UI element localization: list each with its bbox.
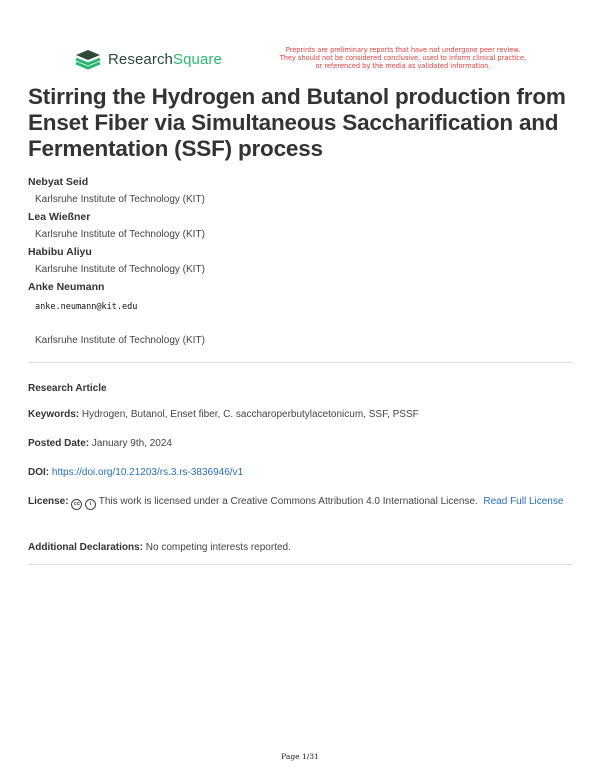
divider xyxy=(28,362,573,363)
keywords-label: Keywords: xyxy=(28,409,80,420)
doi xyxy=(28,465,573,481)
research-square-logo[interactable] xyxy=(74,48,222,70)
research-square-logo-icon xyxy=(74,48,102,70)
article-type xyxy=(28,381,573,397)
license xyxy=(28,494,573,510)
author-list xyxy=(28,176,568,347)
author-name: Nebyat Seid xyxy=(28,176,89,188)
author-affiliation: Karlsruhe Institute of Technology (KIT) xyxy=(35,264,205,275)
keywords xyxy=(28,407,573,423)
author-name: Lea Wießner xyxy=(28,211,91,223)
license-label: License: xyxy=(28,496,69,507)
header xyxy=(0,44,600,80)
posted-date xyxy=(28,436,573,452)
keywords-value: Hydrogen, Butanol, Enset fiber, C. saccharoperbutylacetonicum, SSF, PSSF xyxy=(81,409,419,420)
license-text: This work is licensed under a Creative Commons Attribution 4.0 International License. xyxy=(98,496,478,507)
doi-label: DOI: xyxy=(28,467,50,478)
brand-name-accent: Square xyxy=(173,50,222,68)
additional-declarations xyxy=(28,540,573,556)
posted-date-value: January 9th, 2024 xyxy=(91,438,172,449)
page-number: Page 1/31 xyxy=(281,752,319,761)
doi-link[interactable]: https://doi.org/10.21203/rs.3.rs-3836946/v1 xyxy=(51,467,244,478)
paper-title: Stirring the Hydrogen and Butanol production from Enset Fiber via Simultaneous Saccharification and Fermentation (SSF) process xyxy=(28,84,566,161)
read-license-link[interactable]: Read Full License xyxy=(483,496,564,507)
preprint-notice xyxy=(268,46,538,70)
author-affiliation: Karlsruhe Institute of Technology (KIT) xyxy=(35,335,205,346)
author-affiliation: Karlsruhe Institute of Technology (KIT) xyxy=(35,229,205,240)
author-name: Anke Neumann xyxy=(28,281,105,293)
posted-date-label: Posted Date: xyxy=(28,438,90,449)
declarations-text: No competing interests reported. xyxy=(145,542,291,553)
author-affiliation: Karlsruhe Institute of Technology (KIT) xyxy=(35,194,205,205)
creative-commons-icon: cc xyxy=(71,499,82,510)
brand-name-main: Research xyxy=(108,50,173,68)
attribution-icon: i xyxy=(85,499,96,510)
notice-line: Preprints are preliminary reports that have not undergone peer review. xyxy=(285,46,521,54)
declarations-label: Additional Declarations: xyxy=(28,542,144,553)
notice-line: They should not be considered conclusive, used to inform clinical practice, xyxy=(279,54,527,62)
divider xyxy=(28,564,573,565)
notice-line: or referenced by the media as validated information. xyxy=(315,62,491,70)
author-name: Habibu Aliyu xyxy=(28,246,92,258)
author-email[interactable]: anke.neumann@kit.edu xyxy=(35,302,138,312)
brand-name xyxy=(108,51,222,68)
article-type-label: Research Article xyxy=(28,383,107,394)
